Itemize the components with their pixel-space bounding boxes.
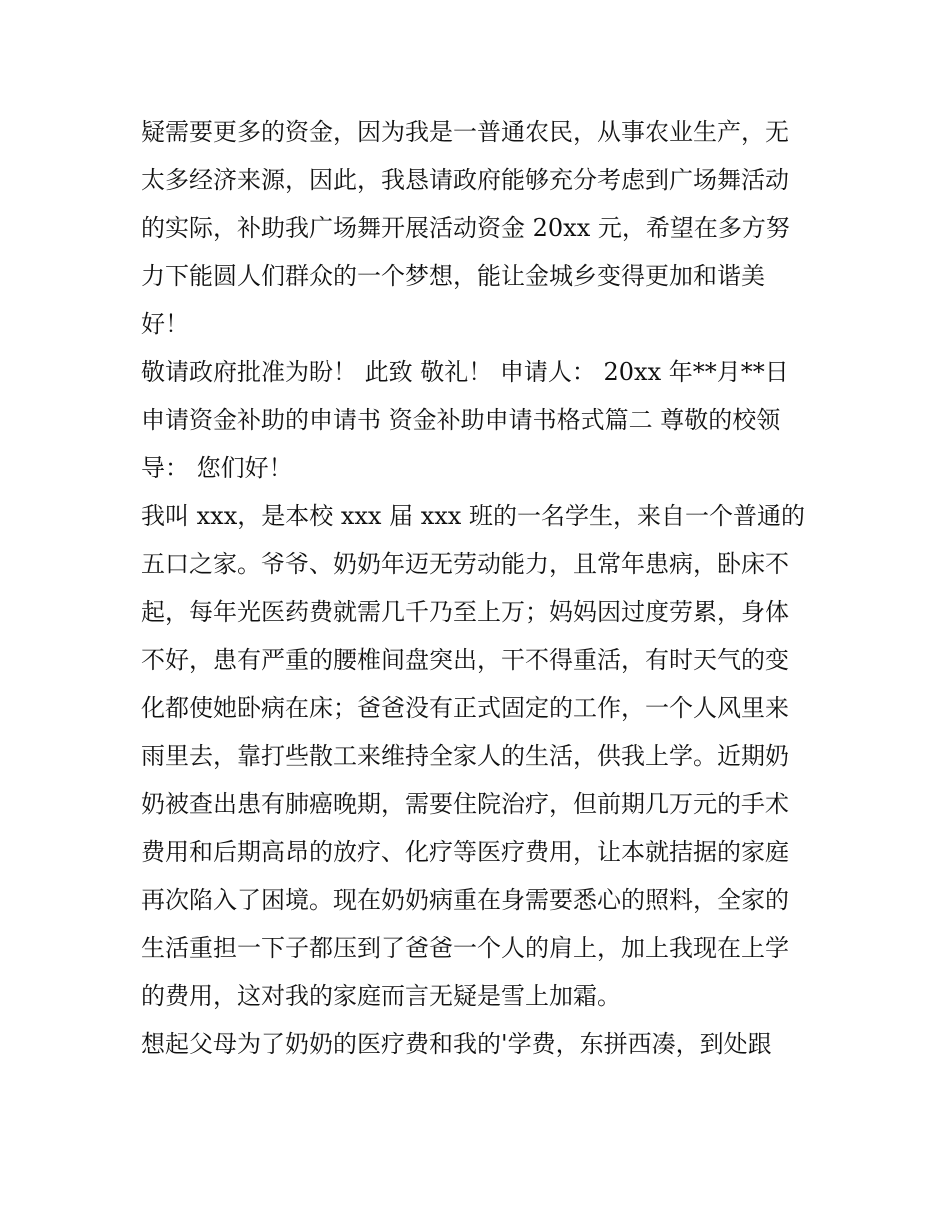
text-line-4: 力下能圆人们群众的一个梦想，能让金城乡变得更加和谐美 [141,262,765,290]
text-line-17: 再次陷入了困境。现在奶奶病重在身需要悉心的照料，全家的 [141,886,789,914]
text-line-7: 申请资金补助的申请书 资金补助申请书格式篇二 尊敬的校领 [141,406,781,434]
text-line-19: 的费用，这对我的家庭而言无疑是雪上加霜。 [141,982,621,1010]
text-line-8: 导： 您们好！ [141,454,293,482]
text-line-16: 费用和后期高昂的放疗、化疗等医疗费用，让本就拮据的家庭 [141,838,789,866]
text-line-10: 五口之家。爷爷、奶奶年迈无劳动能力，且常年患病，卧床不 [141,550,789,578]
text-line-15: 奶被查出患有肺癌晚期，需要住院治疗，但前期几万元的手术 [141,790,789,818]
text-line-9: 我叫 xxx，是本校 xxx 届 xxx 班的一名学生，来自一个普通的 [141,502,805,530]
text-line-20: 想起父母为了奶奶的医疗费和我的'学费，东拼西凑，到处跟 [141,1030,772,1058]
text-line-2: 太多经济来源，因此，我恳请政府能够充分考虑到广场舞活动 [141,166,789,194]
text-line-5: 好！ [141,310,189,338]
text-line-12: 不好，患有严重的腰椎间盘突出，干不得重活，有时天气的变 [141,646,789,674]
text-line-14: 雨里去，靠打些散工来维持全家人的生活，供我上学。近期奶 [141,742,789,770]
text-line-6: 敬请政府批准为盼！ 此致 敬礼！ 申请人： 20xx 年**月**日 [141,358,789,386]
text-line-11: 起，每年光医药费就需几千乃至上万；妈妈因过度劳累，身体 [141,598,789,626]
text-line-3: 的实际，补助我广场舞开展活动资金 20xx 元，希望在多方努 [141,214,790,242]
document-body [141,108,821,1068]
text-line-13: 化都使她卧病在床；爸爸没有正式固定的工作，一个人风里来 [141,694,789,722]
text-line-18: 生活重担一下子都压到了爸爸一个人的肩上，加上我现在上学 [141,934,789,962]
text-line-1: 疑需要更多的资金，因为我是一普通农民，从事农业生产，无 [141,118,789,146]
